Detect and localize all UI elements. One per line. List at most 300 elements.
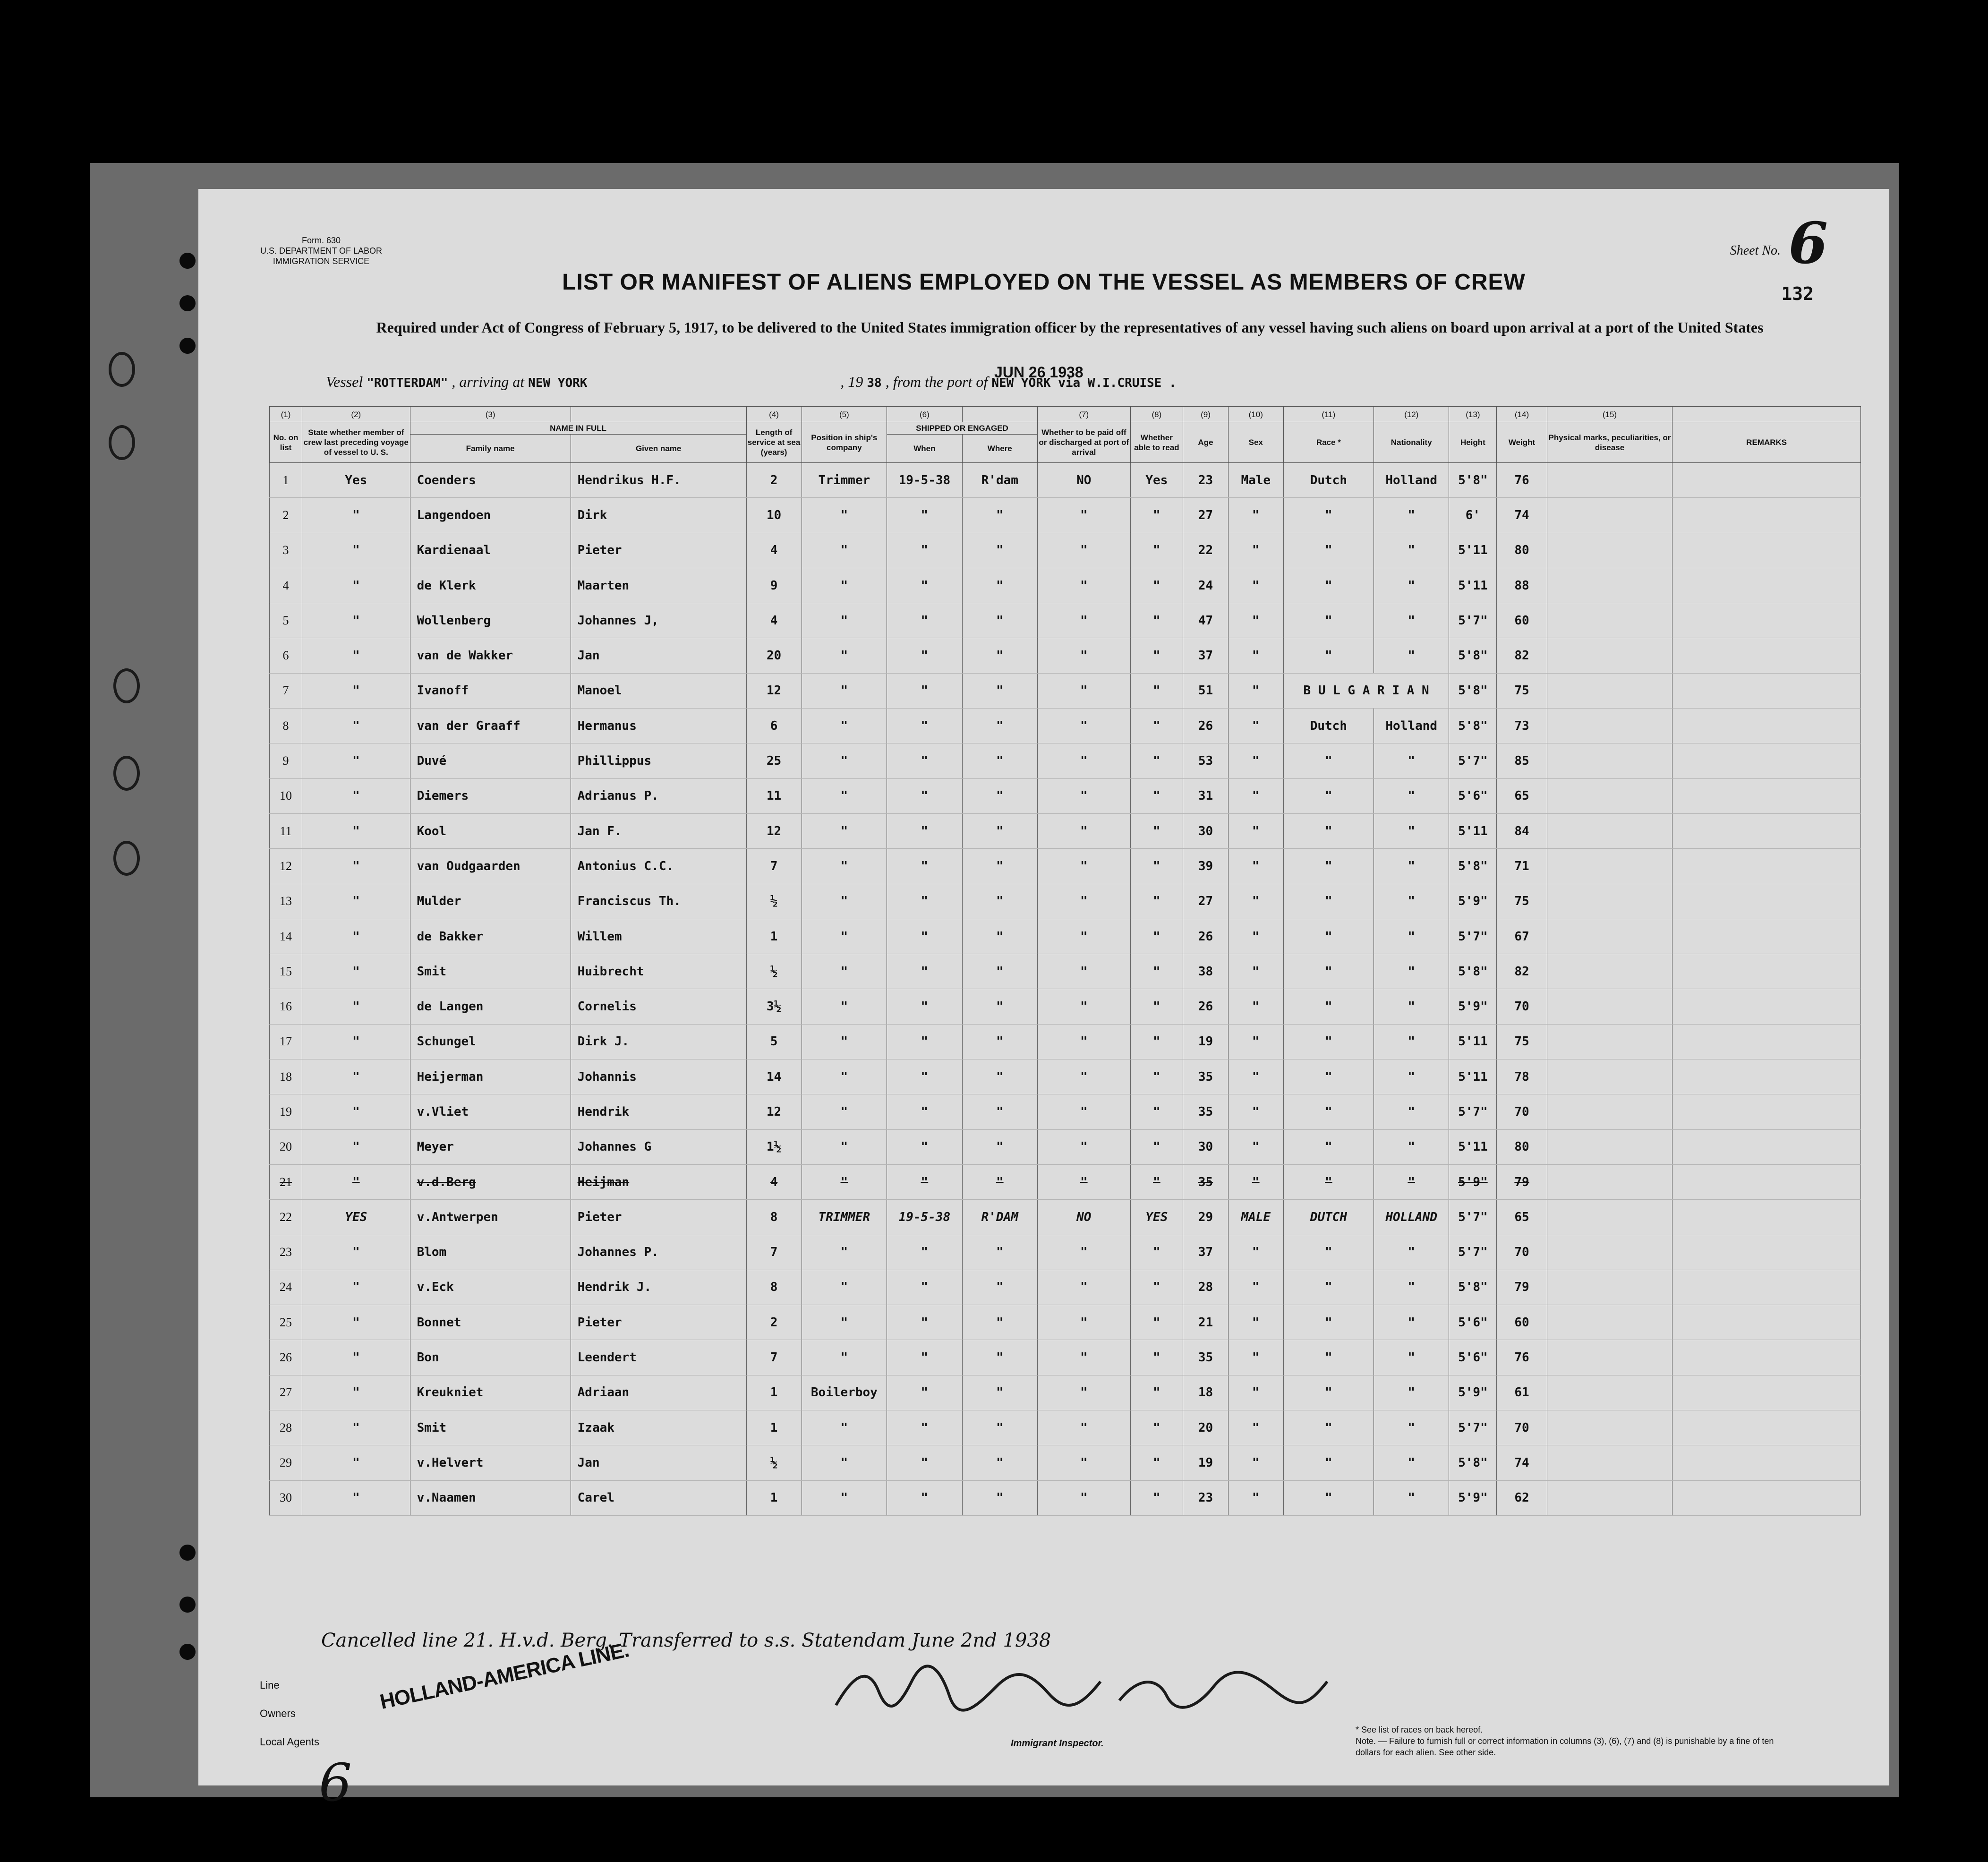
sex-cell: " — [1228, 954, 1283, 989]
weight-cell: 79 — [1497, 1270, 1547, 1305]
sex-cell: " — [1228, 1164, 1283, 1199]
shipped-when-cell: " — [887, 1129, 962, 1164]
shipped-when-cell: " — [887, 954, 962, 989]
shipped-when-cell: " — [887, 1094, 962, 1129]
age-cell: 35 — [1183, 1340, 1229, 1375]
binder-hole — [179, 1597, 196, 1613]
service-length-cell: ½ — [746, 884, 802, 919]
row-number: 22 — [270, 1200, 302, 1235]
column-number: (4) — [746, 407, 802, 422]
age-cell: 37 — [1183, 1235, 1229, 1270]
row-number: 13 — [270, 884, 302, 919]
age-cell: 28 — [1183, 1270, 1229, 1305]
physical-marks-cell — [1547, 813, 1672, 848]
weight-cell: 82 — [1497, 638, 1547, 673]
height-cell: 5'11 — [1449, 813, 1497, 848]
shipped-when-cell: " — [887, 989, 962, 1024]
age-cell: 20 — [1183, 1410, 1229, 1445]
given-name-cell: Pieter — [571, 533, 746, 568]
family-name-cell: v.Helvert — [410, 1445, 571, 1480]
vessel-line — [326, 373, 1177, 391]
remarks-cell — [1672, 498, 1861, 533]
crew-previous-cell: " — [302, 1059, 410, 1094]
shipped-when-cell: 19-5-38 — [887, 463, 962, 498]
age-cell: 35 — [1183, 1059, 1229, 1094]
table-row — [270, 1094, 1861, 1129]
header-shipped: SHIPPED OR ENGAGED — [887, 422, 1038, 435]
shipped-when-cell: " — [887, 1445, 962, 1480]
weight-cell: 80 — [1497, 1129, 1547, 1164]
shipped-where-cell: " — [962, 638, 1037, 673]
race-cell: " — [1283, 989, 1374, 1024]
shipped-where-cell: " — [962, 1410, 1037, 1445]
shipped-where-cell: " — [962, 989, 1037, 1024]
race-cell: " — [1283, 1235, 1374, 1270]
paid-off-cell: " — [1037, 849, 1130, 884]
header-length-service: Length of service at sea (years) — [746, 422, 802, 463]
page-number: 132 — [1781, 283, 1814, 304]
remarks-cell — [1672, 919, 1861, 954]
crew-previous-cell: " — [302, 778, 410, 813]
weight-cell: 60 — [1497, 1305, 1547, 1340]
crew-previous-cell: " — [302, 498, 410, 533]
crew-previous-cell: " — [302, 954, 410, 989]
given-name-cell: Phillippus — [571, 743, 746, 778]
able-read-cell: " — [1130, 1480, 1183, 1515]
race-cell: " — [1283, 1340, 1374, 1375]
arrival-date-stamp: JUN 26 1938 — [994, 364, 1084, 381]
nationality-cell: Holland — [1374, 709, 1449, 743]
given-name-cell: Manoel — [571, 673, 746, 708]
service-length-cell: 6 — [746, 709, 802, 743]
able-read-cell: " — [1130, 1375, 1183, 1410]
family-name-cell: de Bakker — [410, 919, 571, 954]
header-crew-previous: State whether member of crew last preceding voyage of vessel to U. S. — [302, 422, 410, 463]
age-cell: 30 — [1183, 813, 1229, 848]
physical-marks-cell — [1547, 849, 1672, 884]
physical-marks-cell — [1547, 533, 1672, 568]
shipped-where-cell: " — [962, 1164, 1037, 1199]
service-length-cell: 8 — [746, 1200, 802, 1235]
table-row — [270, 1375, 1861, 1410]
remarks-cell — [1672, 709, 1861, 743]
family-name-cell: v.Eck — [410, 1270, 571, 1305]
nationality-cell: " — [1374, 1270, 1449, 1305]
paid-off-cell: " — [1037, 568, 1130, 603]
header-height: Height — [1449, 422, 1497, 463]
sex-cell: " — [1228, 849, 1283, 884]
given-name-cell: Franciscus Th. — [571, 884, 746, 919]
shipped-where-cell: " — [962, 1059, 1037, 1094]
given-name-cell: Adriaan — [571, 1375, 746, 1410]
shipped-when-cell: " — [887, 1410, 962, 1445]
header-age: Age — [1183, 422, 1229, 463]
paid-off-cell: " — [1037, 1094, 1130, 1129]
able-read-cell: Yes — [1130, 463, 1183, 498]
shipped-when-cell: " — [887, 1059, 962, 1094]
footnotes — [1356, 1724, 1781, 1758]
shipped-where-cell: " — [962, 919, 1037, 954]
remarks-cell — [1672, 638, 1861, 673]
physical-marks-cell — [1547, 1129, 1672, 1164]
arriving-label: , arriving at — [452, 373, 525, 390]
table-row — [270, 603, 1861, 638]
service-length-cell: 7 — [746, 1340, 802, 1375]
header-family-name: Family name — [410, 435, 571, 463]
remarks-cell — [1672, 1164, 1861, 1199]
position-cell: " — [802, 919, 887, 954]
able-read-cell: " — [1130, 849, 1183, 884]
race-cell: " — [1283, 1094, 1374, 1129]
holland-america-stamp: HOLLAND-AMERICA LINE. — [378, 1638, 631, 1714]
weight-cell: 74 — [1497, 498, 1547, 533]
paid-off-cell: " — [1037, 743, 1130, 778]
table-row — [270, 498, 1861, 533]
shipped-when-cell: " — [887, 849, 962, 884]
shipped-when-cell: " — [887, 884, 962, 919]
remarks-cell — [1672, 1410, 1861, 1445]
able-read-cell: " — [1130, 1235, 1183, 1270]
position-cell: " — [802, 1340, 887, 1375]
race-cell: " — [1283, 884, 1374, 919]
weight-cell: 70 — [1497, 1410, 1547, 1445]
given-name-cell: Hendrikus H.F. — [571, 463, 746, 498]
shipped-when-cell: " — [887, 1164, 962, 1199]
shipped-where-cell: " — [962, 1024, 1037, 1059]
shipped-where-cell: " — [962, 1235, 1037, 1270]
sheet-number: 6 — [1788, 210, 1828, 277]
nationality-cell: " — [1374, 1340, 1449, 1375]
table-row — [270, 1059, 1861, 1094]
physical-marks-cell — [1547, 1340, 1672, 1375]
age-cell: 35 — [1183, 1094, 1229, 1129]
weight-cell: 73 — [1497, 709, 1547, 743]
crew-previous-cell: " — [302, 1235, 410, 1270]
service-name: IMMIGRATION SERVICE — [273, 256, 370, 266]
age-cell: 38 — [1183, 954, 1229, 989]
able-read-cell: " — [1130, 1305, 1183, 1340]
sex-cell: " — [1228, 603, 1283, 638]
race-cell: " — [1283, 743, 1374, 778]
position-cell: " — [802, 743, 887, 778]
able-read-cell: " — [1130, 673, 1183, 708]
family-name-cell: v.d.Berg — [410, 1164, 571, 1199]
given-name-cell: Heijman — [571, 1164, 746, 1199]
shipped-where-cell: " — [962, 568, 1037, 603]
given-name-cell: Johannes P. — [571, 1235, 746, 1270]
nationality-cell: " — [1374, 778, 1449, 813]
inspector-signature — [827, 1653, 1346, 1724]
column-number: (10) — [1228, 407, 1283, 422]
row-number: 27 — [270, 1375, 302, 1410]
service-length-cell: 10 — [746, 498, 802, 533]
height-cell: 5'9" — [1449, 1164, 1497, 1199]
shipped-when-cell: " — [887, 638, 962, 673]
row-number: 29 — [270, 1445, 302, 1480]
age-cell: 26 — [1183, 989, 1229, 1024]
able-read-cell: " — [1130, 813, 1183, 848]
shipped-where-cell: " — [962, 884, 1037, 919]
shipped-where-cell: R'DAM — [962, 1200, 1037, 1235]
column-number: (13) — [1449, 407, 1497, 422]
binder-hole — [179, 295, 196, 311]
header-given-name: Given name — [571, 435, 746, 463]
given-name-cell: Pieter — [571, 1200, 746, 1235]
weight-cell: 70 — [1497, 1235, 1547, 1270]
table-row — [270, 954, 1861, 989]
weight-cell: 82 — [1497, 954, 1547, 989]
age-cell: 26 — [1183, 919, 1229, 954]
paid-off-cell: " — [1037, 533, 1130, 568]
race-cell: " — [1283, 1024, 1374, 1059]
physical-marks-cell — [1547, 743, 1672, 778]
sex-cell: " — [1228, 884, 1283, 919]
paid-off-cell: " — [1037, 1410, 1130, 1445]
service-length-cell: 20 — [746, 638, 802, 673]
family-name-cell: Wollenberg — [410, 603, 571, 638]
nationality-cell: " — [1374, 884, 1449, 919]
row-number: 7 — [270, 673, 302, 708]
shipped-where-cell: " — [962, 954, 1037, 989]
shipped-when-cell: " — [887, 743, 962, 778]
row-number: 15 — [270, 954, 302, 989]
nationality-cell: " — [1374, 743, 1449, 778]
race-cell: " — [1283, 1164, 1374, 1199]
year-label: , 19 — [840, 373, 863, 390]
service-length-cell: 7 — [746, 849, 802, 884]
nationality-cell: " — [1374, 1305, 1449, 1340]
height-cell: 5'6" — [1449, 1340, 1497, 1375]
physical-marks-cell — [1547, 778, 1672, 813]
family-name-cell: Smit — [410, 954, 571, 989]
family-name-cell: Coenders — [410, 463, 571, 498]
sex-cell: " — [1228, 1235, 1283, 1270]
race-cell: " — [1283, 1480, 1374, 1515]
given-name-cell: Jan — [571, 1445, 746, 1480]
age-cell: 19 — [1183, 1024, 1229, 1059]
physical-marks-cell — [1547, 498, 1672, 533]
given-name-cell: Hermanus — [571, 709, 746, 743]
penalty-note: Note. — Failure to furnish full or correct information in columns (3), (6), (7) and (8) is punishable by a fine of ten dollars for each alien. See other side. — [1356, 1736, 1774, 1757]
table-row — [270, 1235, 1861, 1270]
physical-marks-cell — [1547, 1164, 1672, 1199]
remarks-cell — [1672, 1024, 1861, 1059]
height-cell: 5'8" — [1449, 1445, 1497, 1480]
crew-previous-cell: " — [302, 813, 410, 848]
shipped-where-cell: " — [962, 813, 1037, 848]
physical-marks-cell — [1547, 709, 1672, 743]
service-length-cell: 12 — [746, 813, 802, 848]
crew-previous-cell: " — [302, 1445, 410, 1480]
crew-previous-cell: " — [302, 849, 410, 884]
column-number: (7) — [1037, 407, 1130, 422]
crew-manifest-table — [269, 406, 1861, 1516]
family-name-cell: v.Antwerpen — [410, 1200, 571, 1235]
position-cell: " — [802, 1129, 887, 1164]
position-cell: " — [802, 1270, 887, 1305]
given-name-cell: Antonius C.C. — [571, 849, 746, 884]
table-row — [270, 1305, 1861, 1340]
weight-cell: 71 — [1497, 849, 1547, 884]
row-number: 20 — [270, 1129, 302, 1164]
nationality-cell: " — [1374, 498, 1449, 533]
remarks-cell — [1672, 1480, 1861, 1515]
position-cell: " — [802, 673, 887, 708]
family-name-cell: Heijerman — [410, 1059, 571, 1094]
position-cell: " — [802, 638, 887, 673]
given-name-cell: Willem — [571, 919, 746, 954]
row-number: 19 — [270, 1094, 302, 1129]
family-name-cell: van de Wakker — [410, 638, 571, 673]
height-cell: 5'8" — [1449, 1270, 1497, 1305]
family-name-cell: Blom — [410, 1235, 571, 1270]
crew-previous-cell: " — [302, 1024, 410, 1059]
position-cell: " — [802, 1059, 887, 1094]
binder-ring — [113, 668, 140, 703]
height-cell: 5'11 — [1449, 1129, 1497, 1164]
row-number: 21 — [270, 1164, 302, 1199]
position-cell: " — [802, 813, 887, 848]
race-cell: " — [1283, 813, 1374, 848]
physical-marks-cell — [1547, 1200, 1672, 1235]
able-read-cell: " — [1130, 778, 1183, 813]
crew-previous-cell: " — [302, 603, 410, 638]
column-number — [1672, 407, 1861, 422]
height-cell: 5'8" — [1449, 709, 1497, 743]
service-length-cell: 5 — [746, 1024, 802, 1059]
binder-hole — [179, 1545, 196, 1561]
sex-cell: " — [1228, 638, 1283, 673]
position-cell: " — [802, 709, 887, 743]
race-cell: Dutch — [1283, 709, 1374, 743]
height-cell: 5'6" — [1449, 778, 1497, 813]
sex-cell: " — [1228, 1024, 1283, 1059]
shipped-when-cell: " — [887, 533, 962, 568]
row-number: 1 — [270, 463, 302, 498]
header-physical-marks: Physical marks, peculiarities, or disease — [1547, 422, 1672, 463]
given-name-cell: Johannis — [571, 1059, 746, 1094]
remarks-cell — [1672, 1059, 1861, 1094]
row-number: 14 — [270, 919, 302, 954]
arriving-port: NEW YORK — [528, 376, 588, 390]
physical-marks-cell — [1547, 1410, 1672, 1445]
sex-cell: Male — [1228, 463, 1283, 498]
crew-previous-cell: " — [302, 638, 410, 673]
remarks-cell — [1672, 1305, 1861, 1340]
height-cell: 5'7" — [1449, 1410, 1497, 1445]
crew-previous-cell: " — [302, 919, 410, 954]
physical-marks-cell — [1547, 1059, 1672, 1094]
service-length-cell: 14 — [746, 1059, 802, 1094]
paid-off-cell: " — [1037, 1480, 1130, 1515]
column-number: (6) — [887, 407, 962, 422]
table-row — [270, 989, 1861, 1024]
family-name-cell: Duvé — [410, 743, 571, 778]
age-cell: 18 — [1183, 1375, 1229, 1410]
crew-previous-cell: " — [302, 1305, 410, 1340]
header-row — [270, 422, 1861, 435]
weight-cell: 62 — [1497, 1480, 1547, 1515]
crew-previous-cell: " — [302, 884, 410, 919]
given-name-cell: Dirk — [571, 498, 746, 533]
shipped-where-cell: " — [962, 1305, 1037, 1340]
table-row — [270, 1480, 1861, 1515]
remarks-cell — [1672, 989, 1861, 1024]
nationality-cell: " — [1374, 813, 1449, 848]
document-subtitle: Required under Act of Congress of February 5, 1917, to be delivered to the United States immigration officer by the representatives of any vessel having such aliens on board upon arrival at a port of the United States — [376, 319, 1764, 336]
crew-previous-cell: " — [302, 1340, 410, 1375]
nationality-cell: " — [1374, 989, 1449, 1024]
height-cell: 5'9" — [1449, 1480, 1497, 1515]
nationality-cell: HOLLAND — [1374, 1200, 1449, 1235]
sex-cell: " — [1228, 1270, 1283, 1305]
shipped-where-cell: " — [962, 709, 1037, 743]
manifest-sheet — [198, 189, 1889, 1813]
height-cell: 5'8" — [1449, 463, 1497, 498]
service-length-cell: 1½ — [746, 1129, 802, 1164]
shipped-when-cell: " — [887, 603, 962, 638]
row-number: 17 — [270, 1024, 302, 1059]
nationality-cell: " — [1374, 1094, 1449, 1129]
sex-cell: " — [1228, 1129, 1283, 1164]
column-number — [962, 407, 1037, 422]
shipped-where-cell: " — [962, 533, 1037, 568]
position-cell: " — [802, 849, 887, 884]
binder-hole — [179, 253, 196, 269]
given-name-cell: Cornelis — [571, 989, 746, 1024]
able-read-cell: " — [1130, 709, 1183, 743]
position-cell: Boilerboy — [802, 1375, 887, 1410]
race-cell: " — [1283, 1305, 1374, 1340]
height-cell: 5'7" — [1449, 743, 1497, 778]
crew-previous-cell: " — [302, 533, 410, 568]
able-read-cell: " — [1130, 1059, 1183, 1094]
height-cell: 5'8" — [1449, 849, 1497, 884]
physical-marks-cell — [1547, 919, 1672, 954]
physical-marks-cell — [1547, 1235, 1672, 1270]
able-read-cell: " — [1130, 498, 1183, 533]
height-cell: 5'9" — [1449, 884, 1497, 919]
able-read-cell: " — [1130, 1410, 1183, 1445]
shipped-when-cell: " — [887, 498, 962, 533]
age-cell: 53 — [1183, 743, 1229, 778]
family-name-cell: Bonnet — [410, 1305, 571, 1340]
table-row — [270, 568, 1861, 603]
service-length-cell: 1 — [746, 919, 802, 954]
binder-ring — [113, 841, 140, 876]
family-name-cell: Schungel — [410, 1024, 571, 1059]
shipped-where-cell: " — [962, 849, 1037, 884]
family-name-cell: Kardienaal — [410, 533, 571, 568]
nationality-cell: " — [1374, 954, 1449, 989]
service-length-cell: 7 — [746, 1235, 802, 1270]
sex-cell: " — [1228, 709, 1283, 743]
age-cell: 24 — [1183, 568, 1229, 603]
position-cell: " — [802, 1445, 887, 1480]
age-cell: 35 — [1183, 1164, 1229, 1199]
given-name-cell: Hendrik — [571, 1094, 746, 1129]
remarks-cell — [1672, 1340, 1861, 1375]
table-row — [270, 1410, 1861, 1445]
binder-hole — [179, 1644, 196, 1660]
sex-cell: " — [1228, 1410, 1283, 1445]
height-cell: 5'7" — [1449, 1200, 1497, 1235]
paid-off-cell: " — [1037, 1375, 1130, 1410]
remarks-cell — [1672, 1129, 1861, 1164]
able-read-cell: " — [1130, 603, 1183, 638]
paid-off-cell: " — [1037, 1340, 1130, 1375]
weight-cell: 74 — [1497, 1445, 1547, 1480]
